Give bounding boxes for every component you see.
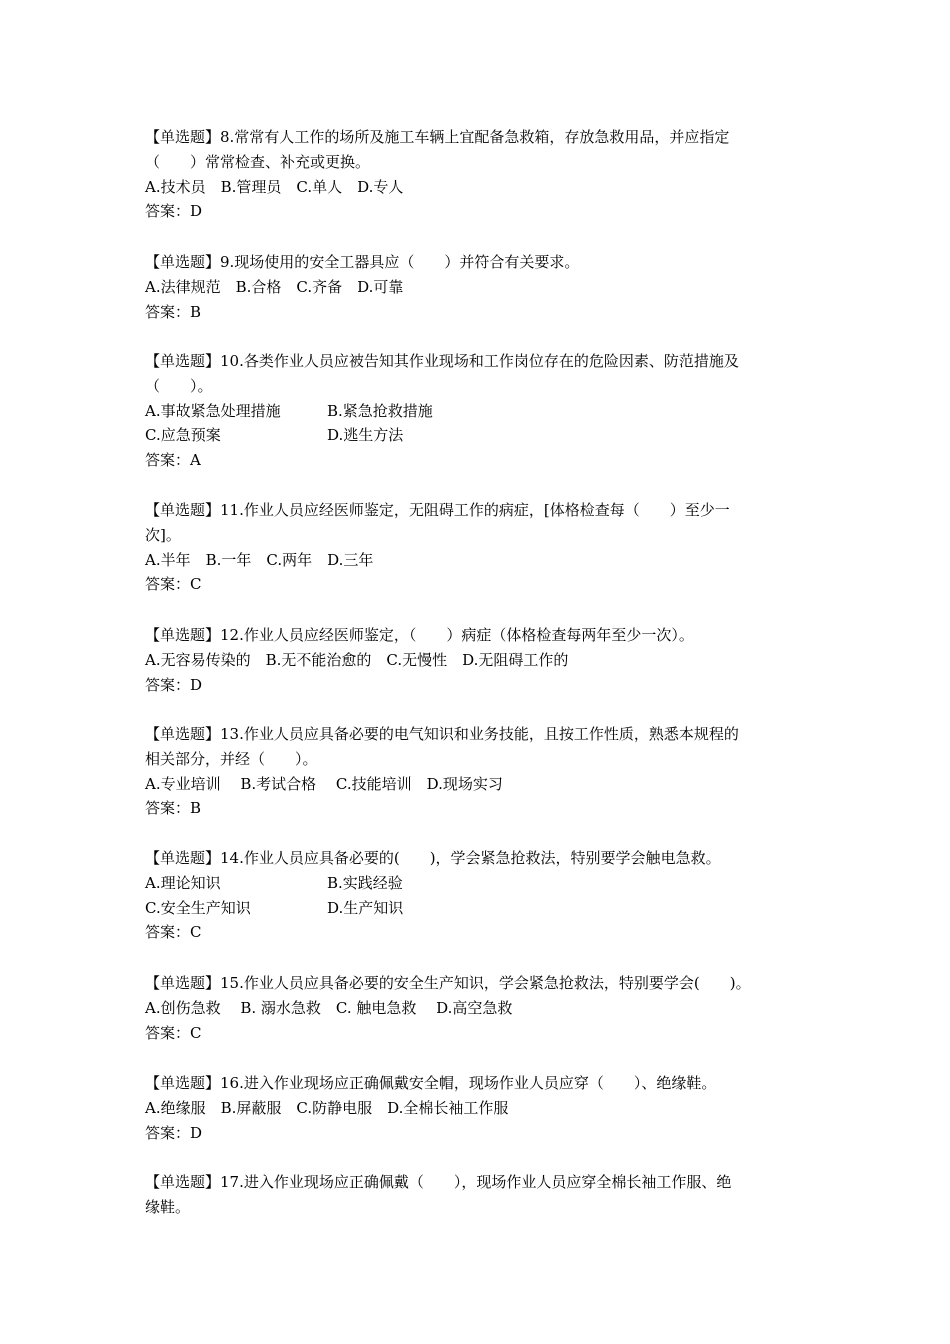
answer-line: 答案：B bbox=[145, 302, 202, 321]
option-text: C.安全生产知识 bbox=[145, 898, 251, 917]
options-row bbox=[145, 648, 825, 673]
question-stem: 【单选题】8.常常有人工作的场所及施工车辆上宜配备急救箱，存放急救用品，并应指定 bbox=[145, 128, 730, 146]
answer-line: 答案：C bbox=[145, 575, 202, 594]
question-block bbox=[145, 125, 825, 224]
option-text: A.理论知识 bbox=[145, 873, 221, 892]
options-row bbox=[145, 423, 825, 448]
question-stem: 次]。 bbox=[145, 525, 181, 544]
question-stem: 【单选题】9.现场使用的安全工器具应（ ）并符合有关要求。 bbox=[145, 253, 580, 271]
answer-line: 答案：A bbox=[145, 451, 201, 470]
question-stem: 【单选题】13.作业人员应具备必要的电气知识和业务技能，且按工作性质，熟悉本规程的 bbox=[145, 725, 739, 743]
option-text: A.创伤急救 B. 溺水急救 C. 触电急救 D.高空急救 bbox=[145, 998, 513, 1017]
option-text: A.法律规范 B.合格 C.齐备 D.可靠 bbox=[145, 277, 404, 296]
question-stem: 【单选题】16.进入作业现场应正确佩戴安全帽，现场作业人员应穿（ ）、绝缘鞋。 bbox=[145, 1074, 717, 1092]
question-block bbox=[145, 250, 825, 324]
options-row bbox=[145, 996, 825, 1021]
question-block bbox=[145, 722, 825, 821]
answer-line: 答案：C bbox=[145, 1023, 202, 1042]
options-row bbox=[145, 175, 825, 200]
option-text: B.紧急抢救措施 bbox=[327, 401, 433, 420]
option-text: A.绝缘服 B.屏蔽服 C.防静电服 D.全棉长袖工作服 bbox=[145, 1098, 509, 1117]
option-text: C.应急预案 bbox=[145, 426, 221, 445]
options-row bbox=[145, 772, 825, 797]
question-block bbox=[145, 498, 825, 597]
option-text: A.技术员 B.管理员 C.单人 D.专人 bbox=[145, 177, 404, 196]
answer-line: 答案：B bbox=[145, 799, 202, 818]
question-stem: 【单选题】14.作业人员应具备必要的( )，学会紧急抢救法，特别要学会触电急救。 bbox=[145, 849, 721, 867]
options-row bbox=[145, 896, 825, 921]
question-stem: 【单选题】15.作业人员应具备必要的安全生产知识，学会紧急抢救法，特别要学会( )。 bbox=[145, 974, 751, 992]
options-row bbox=[145, 548, 825, 573]
question-stem: 【单选题】11.作业人员应经医师鉴定，无阻碍工作的病症，[体格检查每（ ）至少一 bbox=[145, 501, 730, 519]
option-text: D.逃生方法 bbox=[327, 426, 404, 445]
question-stem: 缘鞋。 bbox=[145, 1197, 191, 1216]
option-text: A.无容易传染的 B.无不能治愈的 C.无慢性 D.无阻碍工作的 bbox=[145, 650, 569, 669]
option-text: A.专业培训 B.考试合格 C.技能培训 D.现场实习 bbox=[145, 774, 503, 793]
question-stem: 相关部分，并经（ ）。 bbox=[145, 749, 318, 768]
question-block bbox=[145, 349, 825, 473]
question-block bbox=[145, 1071, 825, 1145]
question-stem: （ ）常常检查、补充或更换。 bbox=[145, 152, 371, 171]
answer-line: 答案：D bbox=[145, 1123, 203, 1142]
question-stem: 【单选题】10.各类作业人员应被告知其作业现场和工作岗位存在的危险因素、防范措施及 bbox=[145, 352, 739, 370]
option-text: A.事故紧急处理措施 bbox=[145, 401, 281, 420]
question-block bbox=[145, 623, 825, 697]
question-stem: 【单选题】12.作业人员应经医师鉴定，（ ）病症（体格检查每两年至少一次）。 bbox=[145, 626, 694, 644]
options-row bbox=[145, 275, 825, 300]
answer-line: 答案：C bbox=[145, 923, 202, 942]
question-stem: 【单选题】17.进入作业现场应正确佩戴（ ），现场作业人员应穿全棉长袖工作服、绝 bbox=[145, 1173, 732, 1191]
option-text: D.生产知识 bbox=[327, 898, 404, 917]
question-block bbox=[145, 971, 825, 1045]
question-stem: （ ）。 bbox=[145, 376, 213, 395]
options-row bbox=[145, 871, 825, 896]
option-text: A.半年 B.一年 C.两年 D.三年 bbox=[145, 550, 374, 569]
answer-line: 答案：D bbox=[145, 202, 203, 221]
question-block bbox=[145, 846, 825, 945]
answer-line: 答案：D bbox=[145, 675, 203, 694]
options-row bbox=[145, 399, 825, 424]
question-block bbox=[145, 1170, 825, 1220]
options-row bbox=[145, 1096, 825, 1121]
option-text: B.实践经验 bbox=[327, 873, 403, 892]
